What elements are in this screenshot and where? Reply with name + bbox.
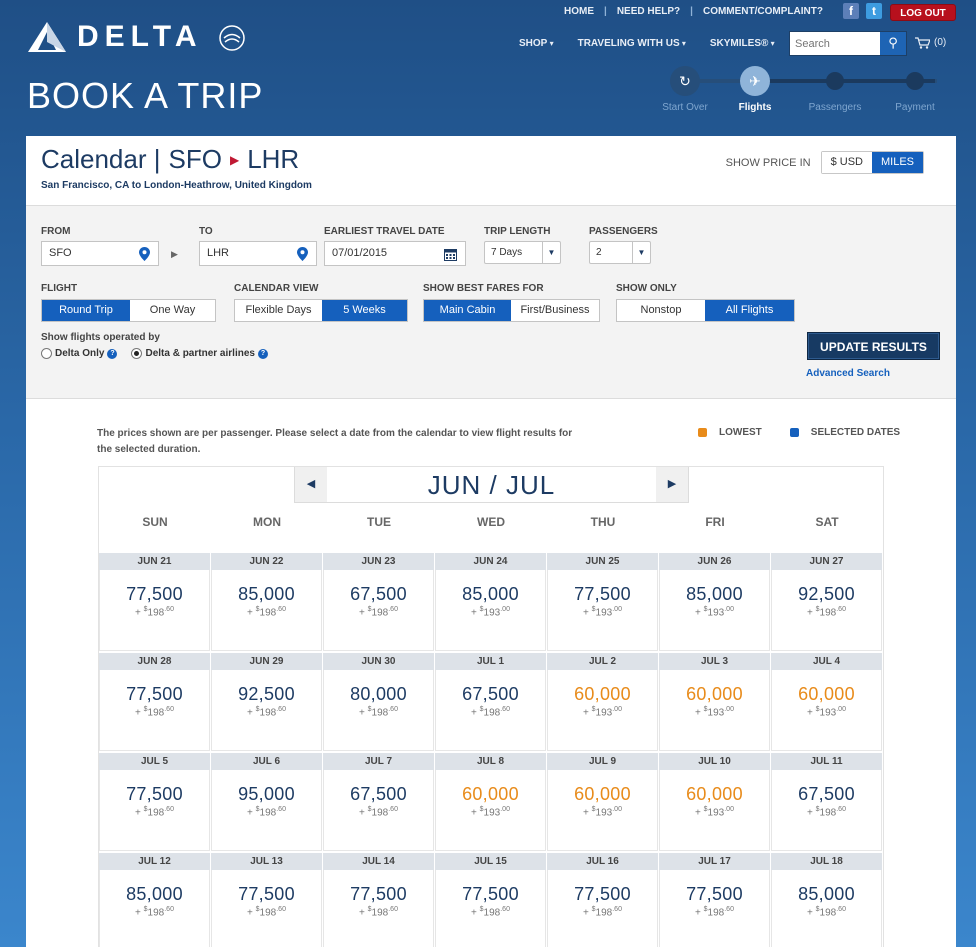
nav-skymiles[interactable]: SKYMILES® ▾ xyxy=(710,38,775,49)
calendar-day-cell[interactable] xyxy=(435,553,547,653)
day-date: JUL 15 xyxy=(435,853,546,870)
nav-shop[interactable]: SHOP ▾ xyxy=(519,38,554,49)
day-of-week-header: SAT xyxy=(815,515,839,529)
flexible-days-option[interactable]: Flexible Days xyxy=(235,300,322,321)
selected-legend-swatch xyxy=(790,428,799,437)
tax-amount: + $^{\$}198^{.60}$ xyxy=(359,706,398,719)
day-date: JUL 1 xyxy=(435,653,546,670)
main-nav xyxy=(519,38,799,49)
calendar-day-cell[interactable] xyxy=(323,653,435,753)
tax-amount: + $^{\$}193^{.00}$ xyxy=(471,806,510,819)
miles-price: 77,500 xyxy=(574,884,631,904)
calendar-day-cell[interactable] xyxy=(323,853,435,947)
route-subtitle: San Francisco, CA to London-Heathrow, United Kingdom xyxy=(41,180,312,191)
day-date: JUL 11 xyxy=(771,753,882,770)
need-help-link[interactable]: NEED HELP? xyxy=(616,6,681,17)
tax-amount: + $^{\$}198^{.60}$ xyxy=(807,806,846,819)
miles-price: 60,000 xyxy=(462,784,519,804)
miles-price: 85,000 xyxy=(126,884,183,904)
search-input[interactable] xyxy=(790,32,880,55)
calendar-legend xyxy=(698,427,900,438)
calendar-day-cell[interactable] xyxy=(547,853,659,947)
calendar-week-row xyxy=(99,753,883,853)
miles-price: 77,500 xyxy=(126,584,183,604)
main-cabin-option[interactable]: Main Cabin xyxy=(424,300,511,321)
tax-amount: + $^{\$}198^{.60}$ xyxy=(359,806,398,819)
delta-logo[interactable] xyxy=(27,20,247,54)
from-input[interactable]: SFO xyxy=(41,241,159,266)
show-only-toggle xyxy=(616,299,795,322)
day-of-week-header: SUN xyxy=(142,515,168,529)
day-date: JUN 21 xyxy=(99,553,210,570)
calendar-day-cell[interactable] xyxy=(547,753,659,853)
miles-price: 60,000 xyxy=(798,684,855,704)
fare-class-toggle xyxy=(423,299,600,322)
calendar-day-cell[interactable] xyxy=(211,753,323,853)
calendar-week-row xyxy=(99,653,883,753)
calendar-day-cell[interactable] xyxy=(211,653,323,753)
calendar-day-cell[interactable] xyxy=(211,853,323,947)
origin-code: SFO xyxy=(168,144,222,174)
chevron-down-icon: ▼ xyxy=(632,242,650,263)
tax-amount: + $^{\$}193^{.00}$ xyxy=(471,606,510,619)
step-start-over[interactable]: ↻ Start Over xyxy=(645,66,725,113)
miles-price: 85,000 xyxy=(686,584,743,604)
day-date: JUN 26 xyxy=(659,553,770,570)
days-of-week xyxy=(99,515,883,529)
search-box xyxy=(789,31,907,56)
price-usd-option[interactable]: $ USD xyxy=(822,152,872,173)
tax-amount: + $^{\$}193^{.00}$ xyxy=(695,706,734,719)
tax-amount: + $^{\$}198^{.60}$ xyxy=(135,806,174,819)
selected-legend-label: SELECTED DATES xyxy=(810,427,901,438)
tax-amount: + $^{\$}193^{.00}$ xyxy=(695,806,734,819)
day-date: JUN 23 xyxy=(323,553,434,570)
calendar-day-cell[interactable] xyxy=(99,753,211,853)
cart-count: (0) xyxy=(934,37,947,48)
miles-price: 80,000 xyxy=(350,684,407,704)
day-of-week-header: TUE xyxy=(367,515,391,529)
day-date: JUL 2 xyxy=(547,653,658,670)
day-date: JUL 16 xyxy=(547,853,658,870)
delta-widget-icon xyxy=(27,20,67,54)
calendar-day-cell[interactable] xyxy=(659,853,771,947)
calendar-day-cell[interactable] xyxy=(211,553,323,653)
prev-month-arrow-icon[interactable]: ◀ xyxy=(295,467,327,502)
calendar-icon[interactable] xyxy=(444,248,457,261)
miles-price: 77,500 xyxy=(462,884,519,904)
miles-price: 92,500 xyxy=(798,584,855,604)
day-date: JUN 29 xyxy=(211,653,322,670)
miles-price: 67,500 xyxy=(350,784,407,804)
day-date: JUN 24 xyxy=(435,553,546,570)
tax-amount: + $^{\$}198^{.60}$ xyxy=(247,906,286,919)
comment-complaint-link[interactable]: COMMENT/COMPLAINT? xyxy=(702,6,823,17)
tax-amount: + $^{\$}193^{.00}$ xyxy=(583,606,622,619)
all-flights-option[interactable]: All Flights xyxy=(705,300,794,321)
step-payment: Payment xyxy=(875,66,955,113)
lowest-legend-label: LOWEST xyxy=(719,427,762,438)
passengers-select[interactable]: 2 ▼ xyxy=(589,241,651,264)
calendar-day-cell[interactable] xyxy=(99,853,211,947)
tax-amount: + $^{\$}198^{.60}$ xyxy=(135,606,174,619)
fare-calendar xyxy=(98,466,884,947)
facebook-icon[interactable]: f xyxy=(843,3,859,19)
tax-amount: + $^{\$}198^{.60}$ xyxy=(247,706,286,719)
tax-amount: + $^{\$}198^{.60}$ xyxy=(135,906,174,919)
route-title: Calendar | SFO ▶ LHR xyxy=(41,144,300,174)
route-arrow-icon: ▶ xyxy=(229,152,240,167)
day-date: JUL 14 xyxy=(323,853,434,870)
day-of-week-header: THU xyxy=(590,515,616,529)
chevron-down-icon: ▼ xyxy=(542,242,560,263)
tax-amount: + $^{\$}193^{.00}$ xyxy=(583,806,622,819)
nav-traveling-with-us[interactable]: TRAVELING WITH US ▾ xyxy=(578,38,686,49)
tax-amount: + $^{\$}198^{.60}$ xyxy=(695,906,734,919)
miles-price: 60,000 xyxy=(574,784,631,804)
calendar-day-cell[interactable] xyxy=(771,753,883,853)
brand-wordmark: DELTA xyxy=(77,20,203,53)
miles-price: 60,000 xyxy=(686,784,743,804)
miles-price: 77,500 xyxy=(238,884,295,904)
delta-only-radio[interactable]: Delta Only ? xyxy=(41,348,117,359)
calendar-view-toggle xyxy=(234,299,408,322)
first-business-option[interactable]: First/Business xyxy=(511,300,599,321)
calendar-day-cell[interactable] xyxy=(771,653,883,753)
day-date: JUL 17 xyxy=(659,853,770,870)
trip-length-select[interactable]: 7 Days ▼ xyxy=(484,241,561,264)
step-flights: ✈ Flights xyxy=(715,66,795,113)
next-month-arrow-icon[interactable]: ▶ xyxy=(656,467,688,502)
calendar-day-cell[interactable] xyxy=(435,653,547,753)
logout-button[interactable]: LOG OUT xyxy=(890,4,956,21)
day-date: JUN 30 xyxy=(323,653,434,670)
home-link[interactable]: HOME xyxy=(564,6,594,17)
location-pin-icon xyxy=(139,247,150,261)
delta-partner-radio[interactable]: Delta & partner airlines ? xyxy=(131,348,267,359)
day-of-week-header: FRI xyxy=(705,515,725,529)
day-date: JUL 18 xyxy=(771,853,882,870)
miles-price: 77,500 xyxy=(126,784,183,804)
calendar-day-cell[interactable] xyxy=(659,753,771,853)
day-date: JUL 13 xyxy=(211,853,322,870)
day-date: JUL 8 xyxy=(435,753,546,770)
day-of-week-header: WED xyxy=(477,515,505,529)
tax-amount: + $^{\$}198^{.60}$ xyxy=(359,906,398,919)
calendar-day-cell[interactable] xyxy=(659,553,771,653)
calendar-week-row xyxy=(99,853,883,947)
page-title: BOOK A TRIP xyxy=(27,75,264,116)
calendar-day-cell[interactable] xyxy=(99,553,211,653)
tax-amount: + $^{\$}198^{.60}$ xyxy=(247,806,286,819)
day-date: JUL 9 xyxy=(547,753,658,770)
miles-price: 95,000 xyxy=(238,784,295,804)
airplane-icon: ✈ xyxy=(740,66,770,96)
calendar-day-cell[interactable] xyxy=(323,553,435,653)
twitter-icon[interactable]: t xyxy=(866,3,882,19)
miles-price: 77,500 xyxy=(686,884,743,904)
tax-amount: + $^{\$}198^{.60}$ xyxy=(583,906,622,919)
tax-amount: + $^{\$}198^{.60}$ xyxy=(471,706,510,719)
day-date: JUL 5 xyxy=(99,753,210,770)
calendar-day-cell[interactable] xyxy=(771,553,883,653)
calendar-day-cell[interactable] xyxy=(435,753,547,853)
day-date: JUN 25 xyxy=(547,553,658,570)
miles-price: 60,000 xyxy=(686,684,743,704)
nonstop-option[interactable]: Nonstop xyxy=(617,300,705,321)
calendar-day-cell[interactable] xyxy=(547,553,659,653)
booking-progress xyxy=(660,66,940,116)
skyteam-logo-icon xyxy=(217,22,247,52)
miles-price: 85,000 xyxy=(462,584,519,604)
calendar-day-cell[interactable] xyxy=(99,653,211,753)
tax-amount: + $^{\$}198^{.60}$ xyxy=(359,606,398,619)
search-form: FROM SFO ▶ TO LHR EARLIEST TRAVEL DATE 07/01/2015 TRIP LENGTH 7 Days ▼ PASSENGERS 2 ▼ FLIGHT Round Trip One Way CALENDAR VIEW Flexible Days 5 Weeks SHOW BEST FARES FOR Main Cabin First/Business SHOW ONLY Nonstop All Flights Show flights operated by xyxy=(26,206,956,399)
day-date: JUN 22 xyxy=(211,553,322,570)
day-date: JUL 10 xyxy=(659,753,770,770)
day-date: JUL 7 xyxy=(323,753,434,770)
price-toggle xyxy=(726,151,924,174)
miles-price: 92,500 xyxy=(238,684,295,704)
tax-amount: + $^{\$}198^{.60}$ xyxy=(471,906,510,919)
miles-price: 85,000 xyxy=(238,584,295,604)
advanced-search-link[interactable]: Advanced Search xyxy=(806,368,890,379)
tax-amount: + $^{\$}193^{.00}$ xyxy=(583,706,622,719)
direction-arrow-icon: ▶ xyxy=(171,249,178,259)
booking-card xyxy=(26,136,956,947)
location-pin-icon xyxy=(297,247,308,261)
operated-by-label: Show flights operated by xyxy=(41,332,160,343)
day-date: JUL 6 xyxy=(211,753,322,770)
refresh-icon: ↻ xyxy=(670,66,700,96)
round-trip-option[interactable]: Round Trip xyxy=(42,300,130,321)
help-icon[interactable]: ? xyxy=(107,349,117,359)
miles-price: 85,000 xyxy=(798,884,855,904)
miles-price: 77,500 xyxy=(126,684,183,704)
to-input[interactable]: LHR xyxy=(199,241,317,266)
miles-price: 60,000 xyxy=(574,684,631,704)
day-date: JUL 12 xyxy=(99,853,210,870)
calendar-day-cell[interactable] xyxy=(659,653,771,753)
day-date: JUL 3 xyxy=(659,653,770,670)
tax-amount: + $^{\$}193^{.00}$ xyxy=(807,706,846,719)
day-date: JUL 4 xyxy=(771,653,882,670)
destination-code: LHR xyxy=(247,144,300,174)
calendar-week-row xyxy=(99,553,883,653)
tax-amount: + $^{\$}198^{.60}$ xyxy=(807,906,846,919)
search-icon[interactable]: ⚲ xyxy=(880,32,906,55)
miles-price: 67,500 xyxy=(462,684,519,704)
miles-price: 77,500 xyxy=(350,884,407,904)
calendar-day-cell[interactable] xyxy=(771,853,883,947)
calendar-day-cell[interactable] xyxy=(323,753,435,853)
help-icon[interactable]: ? xyxy=(258,349,268,359)
one-way-option[interactable]: One Way xyxy=(130,300,215,321)
price-toggle-label: SHOW PRICE IN xyxy=(725,156,811,169)
day-date: JUN 28 xyxy=(99,653,210,670)
lowest-legend-swatch xyxy=(698,428,707,437)
month-navigator xyxy=(294,467,689,503)
five-weeks-option[interactable]: 5 Weeks xyxy=(322,300,407,321)
day-date: JUN 27 xyxy=(771,553,882,570)
month-label: JUN / JUL xyxy=(427,470,556,500)
utility-links: HOME | NEED HELP? | COMMENT/COMPLAINT? xyxy=(554,5,833,19)
calendar-note: The prices shown are per passenger. Please select a date from the calendar to view flight results for the selected duration. xyxy=(97,428,573,455)
calendar-day-cell[interactable] xyxy=(547,653,659,753)
tax-amount: + $^{\$}198^{.60}$ xyxy=(135,706,174,719)
tax-amount: + $^{\$}198^{.60}$ xyxy=(807,606,846,619)
tax-amount: + $^{\$}193^{.00}$ xyxy=(695,606,734,619)
flight-type-toggle xyxy=(41,299,216,322)
tax-amount: + $^{\$}198^{.60}$ xyxy=(247,606,286,619)
day-of-week-header: MON xyxy=(253,515,281,529)
cart[interactable] xyxy=(915,37,946,49)
price-miles-option[interactable]: MILES xyxy=(872,152,923,173)
step-passengers: Passengers xyxy=(795,66,875,113)
calendar-day-cell[interactable] xyxy=(435,853,547,947)
miles-price: 67,500 xyxy=(798,784,855,804)
miles-price: 77,500 xyxy=(574,584,631,604)
calendar-weeks xyxy=(99,553,883,947)
travel-date-input[interactable]: 07/01/2015 xyxy=(324,241,466,266)
card-header xyxy=(26,136,956,206)
miles-price: 67,500 xyxy=(350,584,407,604)
operated-by-options xyxy=(41,348,268,359)
update-results-button[interactable]: UPDATE RESULTS xyxy=(807,332,940,360)
cart-icon xyxy=(915,37,930,49)
